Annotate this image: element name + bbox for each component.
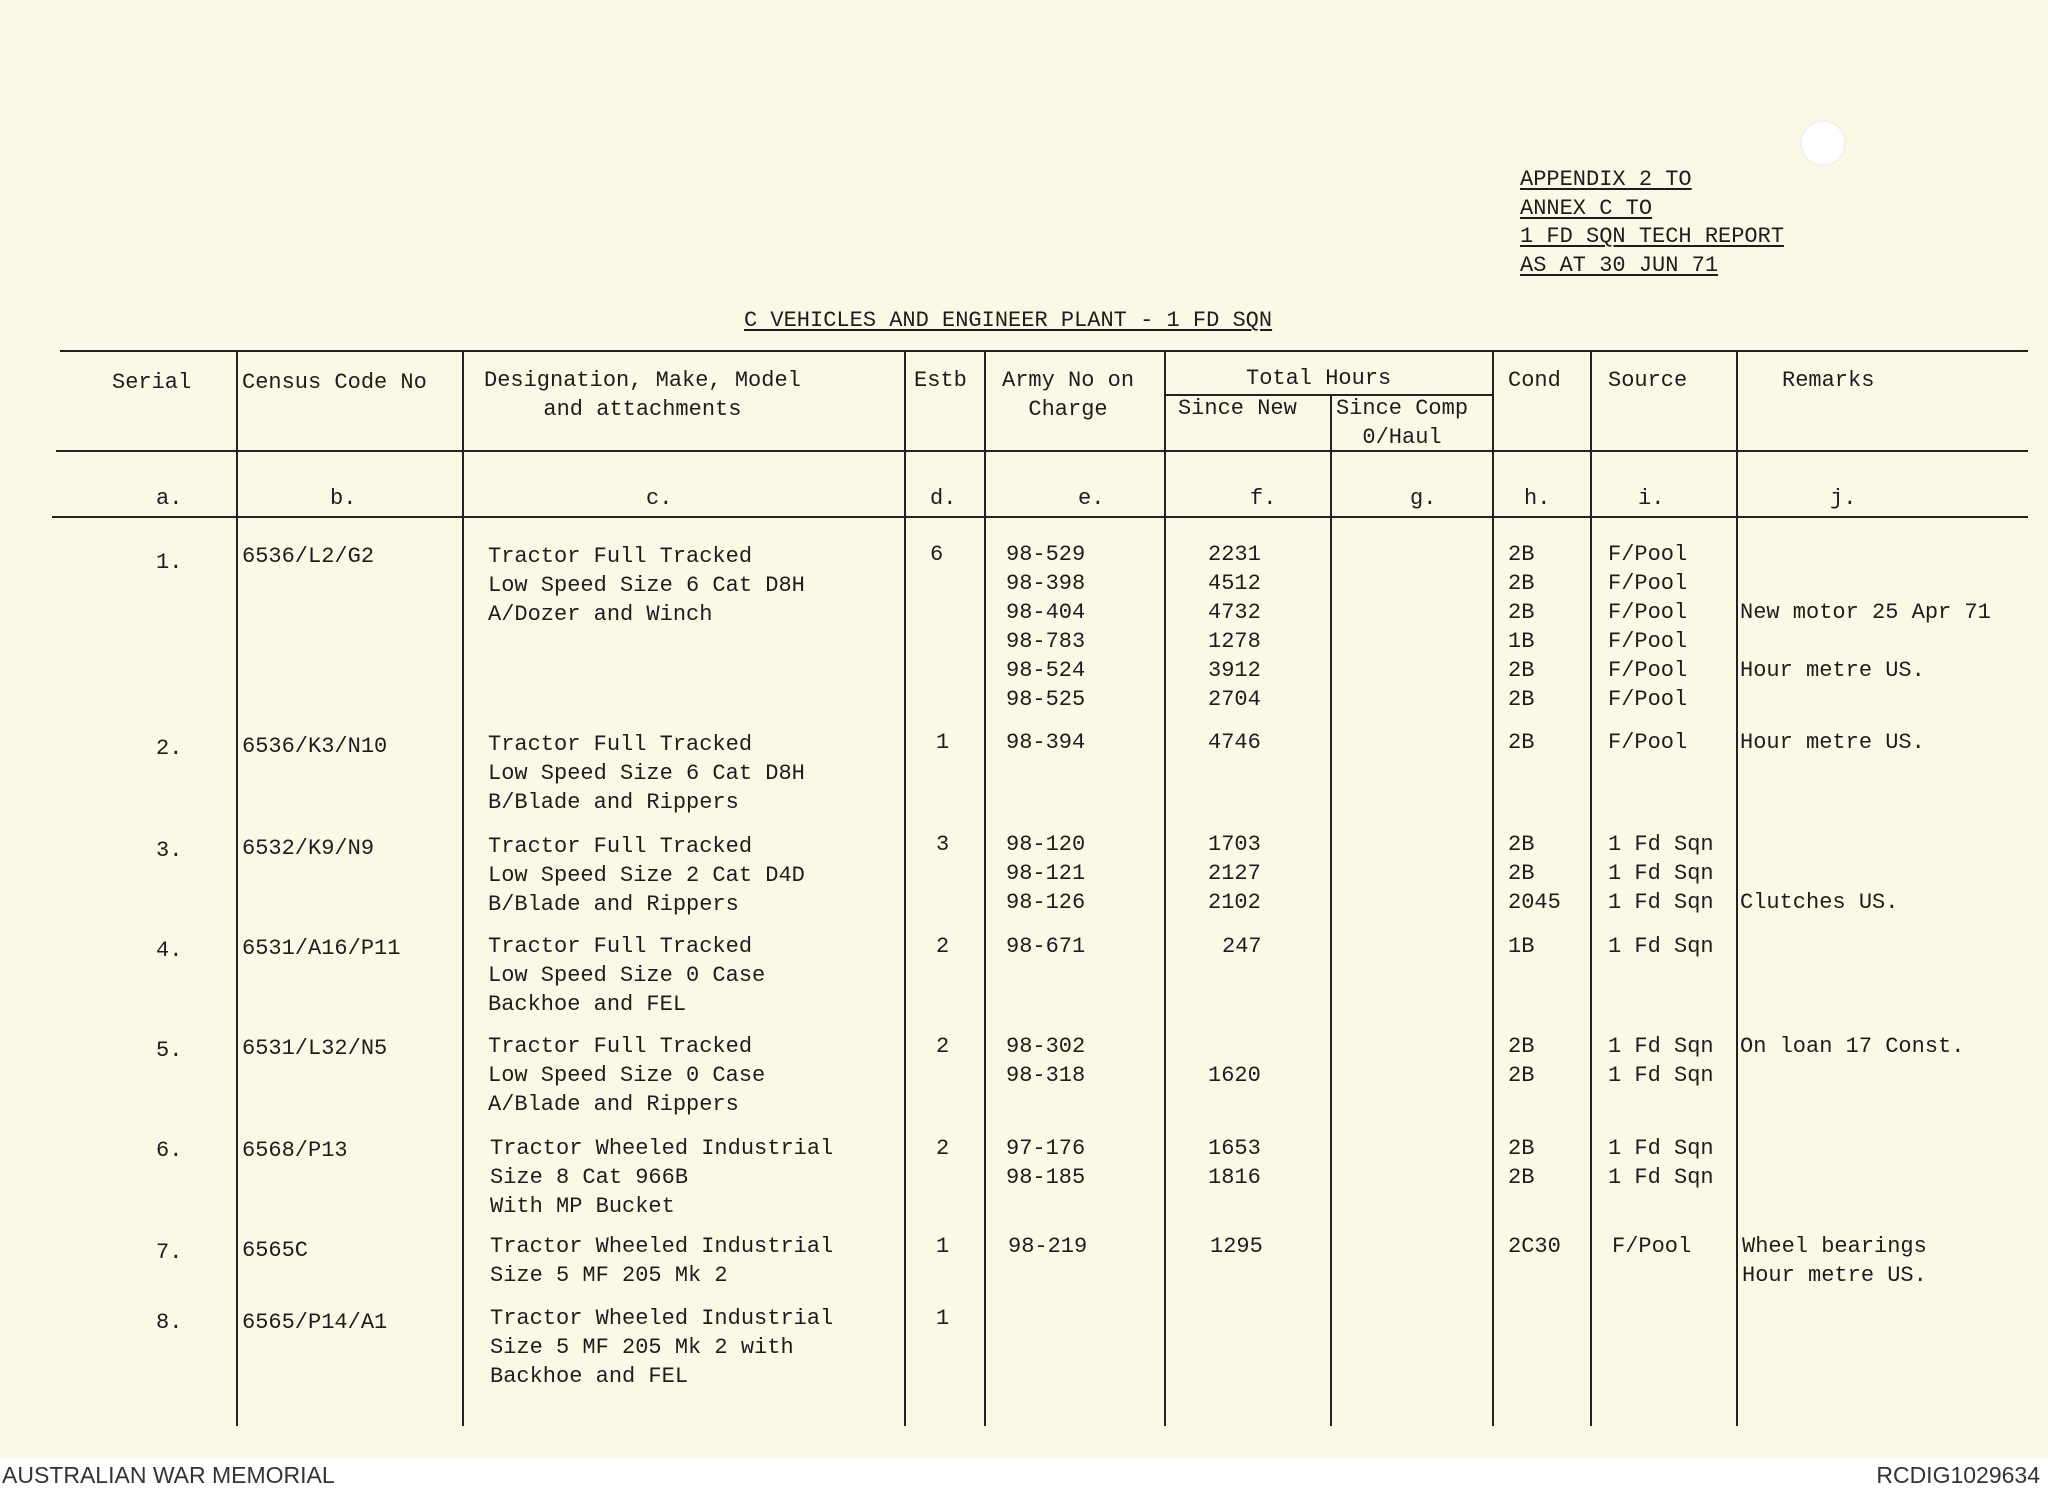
row-5-estb: 2 — [936, 1034, 950, 1059]
row-6-army-no: 97-176 98-185 — [1006, 1136, 1086, 1190]
row-2-source: F/Pool — [1608, 730, 1688, 755]
header-since-comp: Since Comp 0/Haul — [1336, 396, 1469, 450]
row-3-cond: 2B 2B 2045 — [1508, 832, 1561, 915]
row-5-designation: Tractor Full Tracked Low Speed Size 0 Case A/Blade and Rippers — [488, 1034, 766, 1117]
row-4-source: 1 Fd Sqn — [1608, 934, 1714, 959]
row-6-estb: 2 — [936, 1136, 950, 1161]
table-top-rule — [60, 350, 2028, 352]
column-divider — [1492, 352, 1494, 1426]
row-8-census-code: 6565/P14/A1 — [242, 1310, 388, 1335]
row-7-army-no: 98-219 — [1008, 1234, 1088, 1259]
column-letter: d. — [930, 486, 957, 511]
row-1-census-code: 6536/L2/G2 — [242, 544, 375, 569]
row-3-estb: 3 — [936, 832, 950, 857]
column-letter: b. — [330, 486, 357, 511]
row-1-remarks: New motor 25 Apr 71 Hour metre US. — [1740, 600, 1991, 683]
row-6-designation: Tractor Wheeled Industrial Size 8 Cat 966B With MP Bucket — [490, 1136, 834, 1219]
row-4-cond: 1B — [1508, 934, 1535, 959]
column-letter: g. — [1410, 486, 1437, 511]
header-remarks: Remarks — [1782, 368, 1875, 393]
column-letter: e. — [1078, 486, 1105, 511]
row-2-since-new: 4746 — [1208, 730, 1261, 755]
header-army-no: Army No on Charge — [1002, 368, 1135, 422]
header-estb: Estb — [914, 368, 967, 393]
row-6-since-new: 1653 1816 — [1208, 1136, 1261, 1190]
row-8-designation: Tractor Wheeled Industrial Size 5 MF 205 Mk 2 with Backhoe and FEL — [490, 1306, 834, 1389]
row-1-since-new: 2231 4512 4732 1278 3912 2704 — [1208, 542, 1261, 712]
row-3-since-new: 1703 2127 2102 — [1208, 832, 1261, 915]
row-1-army-no: 98-529 98-398 98-404 98-783 98-524 98-525 — [1006, 542, 1086, 712]
row-5-cond: 2B 2B — [1508, 1034, 1535, 1088]
column-letter: f. — [1250, 486, 1277, 511]
row-3-army-no: 98-120 98-121 98-126 — [1006, 832, 1086, 915]
archive-id: RCDIG1029634 — [1876, 1462, 2040, 1488]
row-4-army-no: 98-671 — [1006, 934, 1086, 959]
header-census-code: Census Code No — [242, 370, 427, 395]
row-3-source: 1 Fd Sqn 1 Fd Sqn 1 Fd Sqn — [1608, 832, 1714, 915]
row-2-designation: Tractor Full Tracked Low Speed Size 6 Cat D8H B/Blade and Rippers — [488, 732, 805, 815]
column-divider — [236, 352, 238, 1426]
header-total-hours: Total Hours — [1246, 366, 1392, 391]
column-divider — [1590, 352, 1592, 1426]
row-2-cond: 2B — [1508, 730, 1535, 755]
row-5-army-no: 98-302 98-318 — [1006, 1034, 1086, 1088]
header-serial: Serial — [112, 370, 192, 395]
row-3-remarks: Clutches US. — [1740, 890, 1899, 915]
row-1-estb: 6 — [930, 542, 944, 567]
row-4-estb: 2 — [936, 934, 950, 959]
column-letter: j. — [1830, 486, 1857, 511]
row-4-designation: Tractor Full Tracked Low Speed Size 0 Case Backhoe and FEL — [488, 934, 766, 1017]
column-letter: h. — [1524, 486, 1551, 511]
row-7-cond: 2C30 — [1508, 1234, 1561, 1259]
column-divider — [1164, 352, 1166, 1426]
appendix-line-4: AS AT 30 JUN 71 — [1520, 252, 1719, 278]
column-letter: i. — [1638, 486, 1665, 511]
row-1-source: F/Pool F/Pool F/Pool F/Pool F/Pool F/Pool — [1608, 542, 1688, 712]
row-4-census-code: 6531/A16/P11 — [242, 936, 401, 961]
row-3-designation: Tractor Full Tracked Low Speed Size 2 Cat D4D B/Blade and Rippers — [488, 834, 805, 917]
row-8-estb: 1 — [936, 1306, 950, 1331]
row-7-source: F/Pool — [1612, 1234, 1692, 1259]
column-divider — [904, 352, 906, 1426]
row-2-remarks: Hour metre US. — [1740, 730, 1925, 755]
archive-name: AUSTRALIAN WAR MEMORIAL — [2, 1462, 335, 1488]
letter-row-rule — [52, 516, 2028, 518]
header-designation: Designation, Make, Model and attachments — [484, 368, 801, 422]
appendix-line-3: 1 FD SQN TECH REPORT — [1520, 224, 1785, 249]
row-5-source: 1 Fd Sqn 1 Fd Sqn — [1608, 1034, 1714, 1088]
row-1-serial: 1. — [156, 550, 183, 575]
row-7-remarks: Wheel bearings Hour metre US. — [1742, 1234, 1927, 1288]
row-2-census-code: 6536/K3/N10 — [242, 734, 388, 759]
row-1-designation: Tractor Full Tracked Low Speed Size 6 Cat D8H A/Dozer and Winch — [488, 544, 805, 627]
row-6-source: 1 Fd Sqn 1 Fd Sqn — [1608, 1136, 1714, 1190]
row-5-census-code: 6531/L32/N5 — [242, 1036, 388, 1061]
row-3-census-code: 6532/K9/N9 — [242, 836, 375, 861]
header-source: Source — [1608, 368, 1688, 393]
row-5-since-new: 1620 — [1208, 1063, 1261, 1088]
row-6-census-code: 6568/P13 — [242, 1138, 348, 1163]
row-7-serial: 7. — [156, 1240, 183, 1265]
punch-hole — [1800, 120, 1846, 166]
row-4-since-new: 247 — [1222, 934, 1262, 959]
row-7-estb: 1 — [936, 1234, 950, 1259]
appendix-line-1: APPENDIX 2 TO — [1520, 167, 1692, 192]
row-2-army-no: 98-394 — [1006, 730, 1086, 755]
column-divider — [462, 352, 464, 1426]
row-5-serial: 5. — [156, 1038, 183, 1063]
row-2-serial: 2. — [156, 736, 183, 761]
column-divider — [1330, 396, 1332, 1426]
row-7-since-new: 1295 — [1210, 1234, 1263, 1259]
row-5-remarks: On loan 17 Const. — [1740, 1034, 1965, 1059]
row-7-census-code: 6565C — [242, 1238, 309, 1263]
row-6-serial: 6. — [156, 1138, 183, 1163]
header-since-new: Since New — [1178, 396, 1297, 421]
row-6-cond: 2B 2B — [1508, 1136, 1535, 1190]
appendix-reference — [1520, 166, 1784, 280]
header-rule — [56, 450, 2028, 452]
document-title: C VEHICLES AND ENGINEER PLANT - 1 FD SQN — [744, 308, 1273, 333]
header-cond: Cond — [1508, 368, 1561, 393]
column-divider — [1736, 352, 1738, 1426]
column-letter: a. — [156, 486, 183, 511]
column-letter: c. — [646, 486, 673, 511]
row-1-cond: 2B 2B 2B 1B 2B 2B — [1508, 542, 1535, 712]
archive-footer — [0, 1458, 2048, 1492]
appendix-line-2: ANNEX C TO — [1520, 195, 1653, 221]
column-divider — [984, 352, 986, 1426]
row-2-estb: 1 — [936, 730, 950, 755]
row-8-serial: 8. — [156, 1310, 183, 1335]
row-4-serial: 4. — [156, 938, 183, 963]
row-3-serial: 3. — [156, 838, 183, 863]
row-7-designation: Tractor Wheeled Industrial Size 5 MF 205 Mk 2 — [490, 1234, 834, 1288]
